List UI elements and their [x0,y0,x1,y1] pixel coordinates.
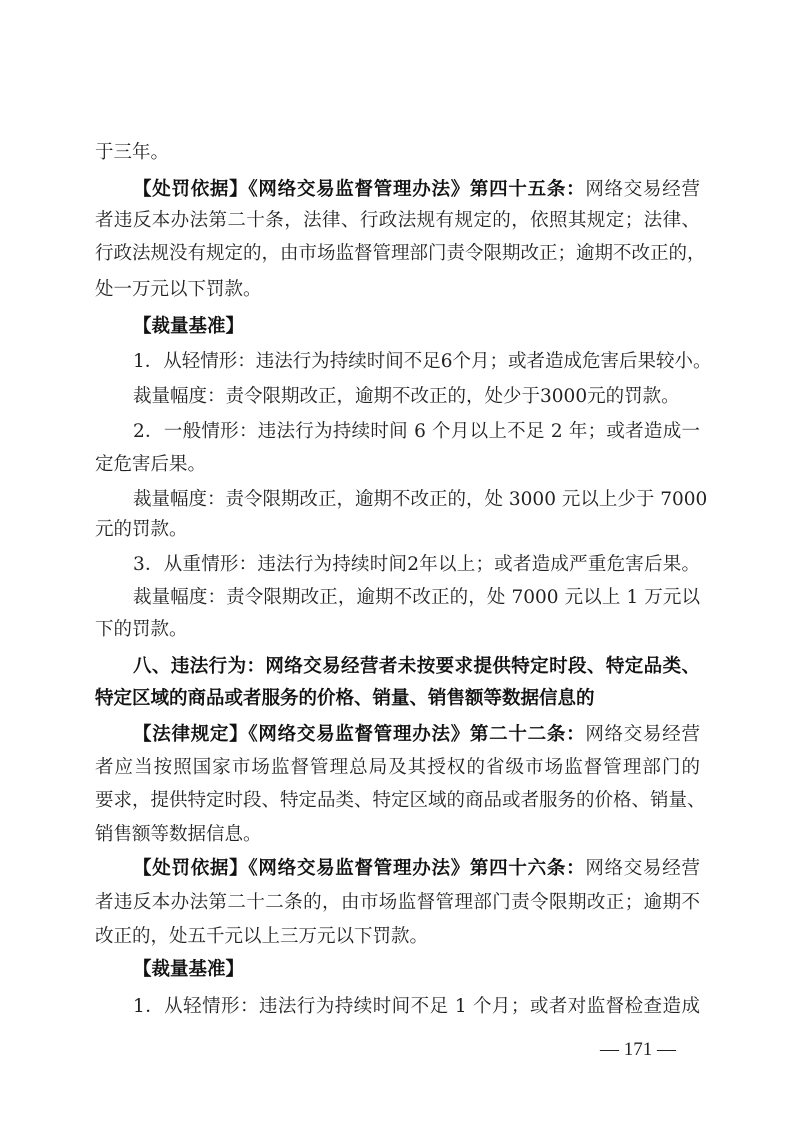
body-text: 者违反本办法第二十二条的，由市场监督管理部门责令限期改正；逾期不 [95,892,700,913]
text-line [95,753,700,783]
bold-lead: 【处罚依据】《网络交易监督管理办法》第四十六条： [133,858,586,879]
body-text: 处一万元以下罚款。 [95,279,262,300]
text-line [95,206,700,236]
text-line [95,515,700,545]
body-text: 裁量幅度：责令限期改正，逾期不改正的，处 7000 元以上 1 万元以 [133,587,700,608]
text-line [95,450,700,480]
text-line [133,854,700,884]
text-line [133,583,700,613]
text-line [133,417,700,447]
body-text: 网络交易经营 [585,179,700,200]
body-text: 网络交易经营 [585,858,700,879]
body-text: 裁量幅度：责令限期改正，逾期不改正的，处 3000 元以上少于 7000 [133,489,708,510]
text-line [95,239,706,269]
text-line [133,382,700,412]
text-line [95,615,700,645]
text-line [95,138,700,168]
text-line [133,652,700,682]
bold-lead: 【裁量基准】 [133,316,245,337]
body-text: 要求，提供特定时段、特定品类、特定区域的商品或者服务的价格、销量、 [95,790,706,811]
text-line [133,992,700,1022]
heading-text: 八、违法行为：网络交易经营者未按要求提供特定时段、特定品类、 [133,656,700,677]
bold-lead: 【处罚依据】《网络交易监督管理办法》第四十五条： [133,179,586,200]
text-line [133,175,700,205]
body-text: 者应当按照国家市场监督管理总局及其授权的省级市场监督管理部门的 [95,757,700,778]
text-line [95,922,700,952]
page-number: — 171 — [600,1039,676,1060]
text-line [95,684,700,714]
text-line [133,720,700,750]
body-text: 网络交易经营 [585,724,700,745]
body-text: 定危害后果。 [95,454,207,475]
body-text: 改正的，处五千元以上三万元以下罚款。 [95,926,429,947]
text-line [133,550,700,580]
body-text: 下的罚款。 [95,619,188,640]
body-text: 销售额等数据信息。 [95,824,262,845]
text-line [133,955,700,985]
body-text: 裁量幅度：责令限期改正，逾期不改正的，处少于3000元的罚款。 [133,386,680,407]
body-text: 元的罚款。 [95,519,188,540]
body-text: 者违反本办法第二十条，法律、行政法规有规定的，依照其规定；法律、 [95,210,700,231]
body-text: 于三年。 [95,142,170,163]
bold-lead: 【裁量基准】 [133,959,245,980]
body-text: 1．从轻情形：违法行为持续时间不足 1 个月；或者对监督检查造成 [133,996,700,1017]
text-line [95,275,700,305]
body-text: 行政法规没有规定的，由市场监督管理部门责令限期改正；逾期不改正的， [95,243,706,264]
body-text: 1．从轻情形：违法行为持续时间不足6个月；或者造成危害后果较小。 [133,351,712,372]
text-line [95,820,700,850]
body-text: 2．一般情形：违法行为持续时间 6 个月以上不足 2 年；或者造成一 [133,421,700,442]
text-line [95,786,706,816]
bold-lead: 【法律规定】《网络交易监督管理办法》第二十二条： [133,724,586,745]
text-line [133,485,708,515]
heading-text: 特定区域的商品或者服务的价格、销量、销售额等数据信息的 [95,688,595,709]
text-line [133,347,712,377]
body-text: 3．从重情形：违法行为持续时间2年以上；或者造成严重危害后果。 [133,554,700,575]
text-line [95,888,700,918]
text-line [133,312,700,342]
